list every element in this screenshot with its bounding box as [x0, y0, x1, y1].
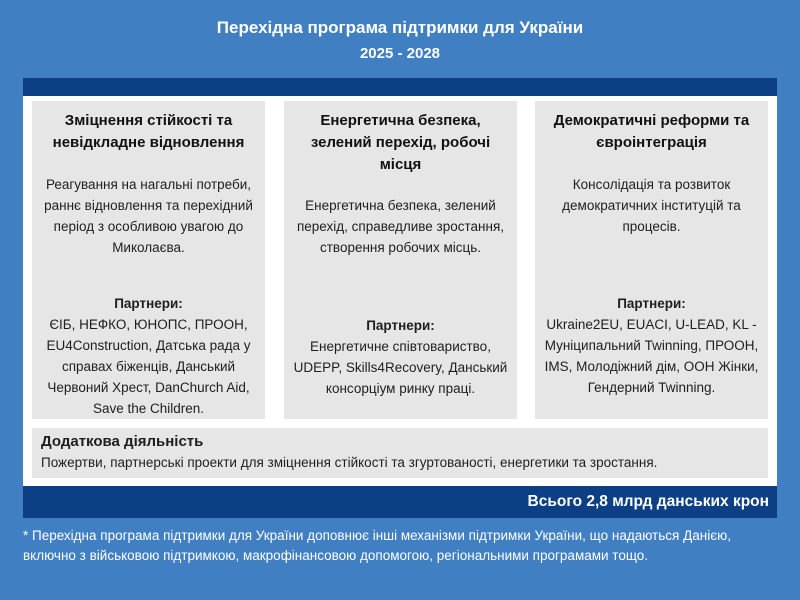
additional-activity-text: Пожертви, партнерські проекти для зміцнення стійкості та згуртованості, енергетики та зростання.	[41, 455, 658, 470]
column-description: Консолідація та розвиток демократичних інституцій та процесів.	[562, 177, 741, 234]
column-description: Реагування на нагальні потреби, раннє відновлення та перехідний період з особливою увагою до Миколаєва.	[44, 177, 253, 255]
partners-list: Ukraine2EU, EUACI, U-LEAD, KL - Муніципальний Twinning, ПРООН, IMS, Молодіжний дім, ООН Жінки, Гендерний Twinning.	[544, 317, 759, 395]
header	[0, 0, 800, 78]
column-partners	[36, 293, 261, 419]
column-title: Демократичні реформи та євроінтеграція	[553, 112, 750, 151]
column-description: Енергетична безпека, зелений перехід, справедливе зростання, створення робочих місць.	[296, 198, 504, 255]
content-frame	[23, 78, 777, 518]
partners-label: Партнери:	[617, 296, 686, 311]
column-title: Енергетична безпека, зелений перехід, робочі місця	[310, 112, 491, 173]
additional-activity-box	[32, 428, 768, 478]
program-years: 2025 - 2028	[359, 45, 441, 62]
partners-label: Партнери:	[114, 296, 183, 311]
column-title: Зміцнення стійкості та невідкладне відновлення	[52, 112, 245, 151]
column-partners	[539, 293, 764, 398]
total-bar	[23, 486, 777, 518]
total-amount: Всього 2,8 млрд данських крон	[527, 493, 769, 510]
partners-list: ЄІБ, НЕФКО, ЮНОПС, ПРООН, EU4Construction, Датська рада у справах біженців, Данський Червоний Хрест, DanChurch Aid, Save the Children.	[46, 317, 251, 416]
footnote: * Перехідна програма підтримки для України доповнює інші механізми підтримки України, що надаються Данією, включно з військовою підтримкою, макрофінансовою допомогою, регіональними програмами тощо.	[23, 528, 731, 563]
top-divider-bar	[23, 78, 777, 96]
partners-label: Партнери:	[366, 318, 435, 333]
additional-activity-title: Додаткова діяльність	[41, 433, 204, 450]
partners-list: Енергетичне співтовариство, UDEPP, Skills4Recovery, Данський консорціум ринку праці.	[293, 339, 508, 396]
column-energy	[284, 101, 517, 419]
column-democracy	[535, 101, 768, 419]
column-resilience	[32, 101, 265, 419]
page-title: Перехідна програма підтримки для України	[216, 18, 584, 37]
column-partners	[288, 315, 513, 399]
